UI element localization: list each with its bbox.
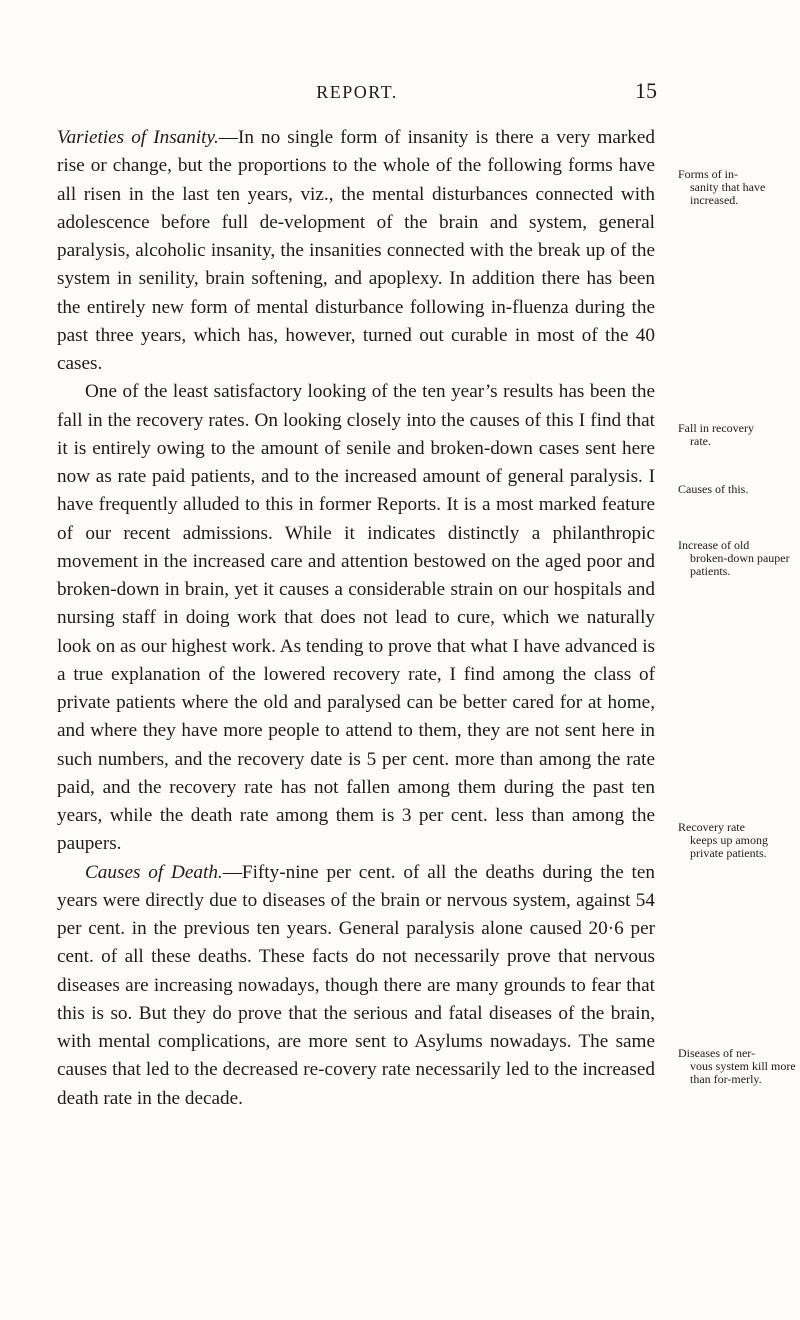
body-text (57, 124, 655, 1113)
paragraph-heading: Varieties of Insanity. (57, 127, 219, 148)
paragraph-heading: Causes of Death. (85, 861, 223, 883)
paragraph-text: —In no single form of insanity is there a very marked rise or change, but the proportions to the whole of the following forms have all risen in the last ten years, viz., the mental disturbances connected with adolescence before full de-velopment of the brain and system, general paralysis, alcoholic insanity, the insanities connected with the break up of the system in senility, brain softening, and apoplexy. In addition there has been the entirely new form of mental disturbance following in-fluenza during the past three years, which has, however, turned out curable in most of the 40 cases. (57, 127, 655, 374)
margin-note: Diseases of ner- vous system kill more than for-merly. (678, 1046, 796, 1086)
running-title: REPORT. (316, 82, 398, 102)
page-number: 15 (635, 78, 657, 103)
margin-note: Recovery rate keeps up among private patients. (678, 820, 768, 860)
margin-note: Causes of this. (678, 482, 749, 496)
paragraph-causes-of-death (57, 859, 655, 1113)
margin-note: Increase of old broken-down pauper patients. (678, 538, 790, 578)
paragraph-text: One of the least satisfactory looking of the ten year’s results has been the fall in the recovery rates. On looking closely into the causes of this I find that it is entirely owing to the amount of senile and broken-down cases sent here now as rate paid patients, and to the increased amount of general paralysis. I have frequently alluded to this in former Reports. It is a most marked feature of our recent admissions. While it indicates distinctly a philanthropic movement in the increased care and attention bestowed on the aged poor and broken-down in brain, yet it causes a considerable strain on our hospitals and nursing staff in doing work that does not lead to cure, which we naturally look on as our highest work. As tending to prove that what I have advanced is a true explanation of the lowered recovery rate, I find among the class of private patients where the old and paralysed can be better cared for at home, and where they have more people to attend to them, they are not sent here in such numbers, and the recovery date is 5 per cent. more than among the rate paid, and the recovery rate has not fallen among them during the past ten years, while the death rate among them is 3 per cent. less than among the paupers. (57, 381, 655, 855)
paragraph-recovery-rates (57, 378, 655, 858)
paragraph-varieties-of-insanity (57, 124, 655, 378)
margin-note: Fall in recovery rate. (678, 421, 754, 448)
page-header (57, 78, 657, 112)
paragraph-text: —Fifty-nine per cent. of all the deaths during the ten years were directly due to diseases of the brain or nervous system, against 54 per cent. in the previous ten years. General paralysis alone caused 20·6 per cent. of all these deaths. These facts do not necessarily prove that nervous diseases are increasing nowadays, though there are many grounds to fear that this is so. But they do prove that the serious and fatal diseases of the brain, with mental complications, are more sent to Asylums nowadays. The same causes that led to the decreased re-covery rate necessarily led to the increased death rate in the decade. (57, 861, 655, 1109)
margin-note: Forms of in- sanity that have increased. (678, 167, 766, 207)
